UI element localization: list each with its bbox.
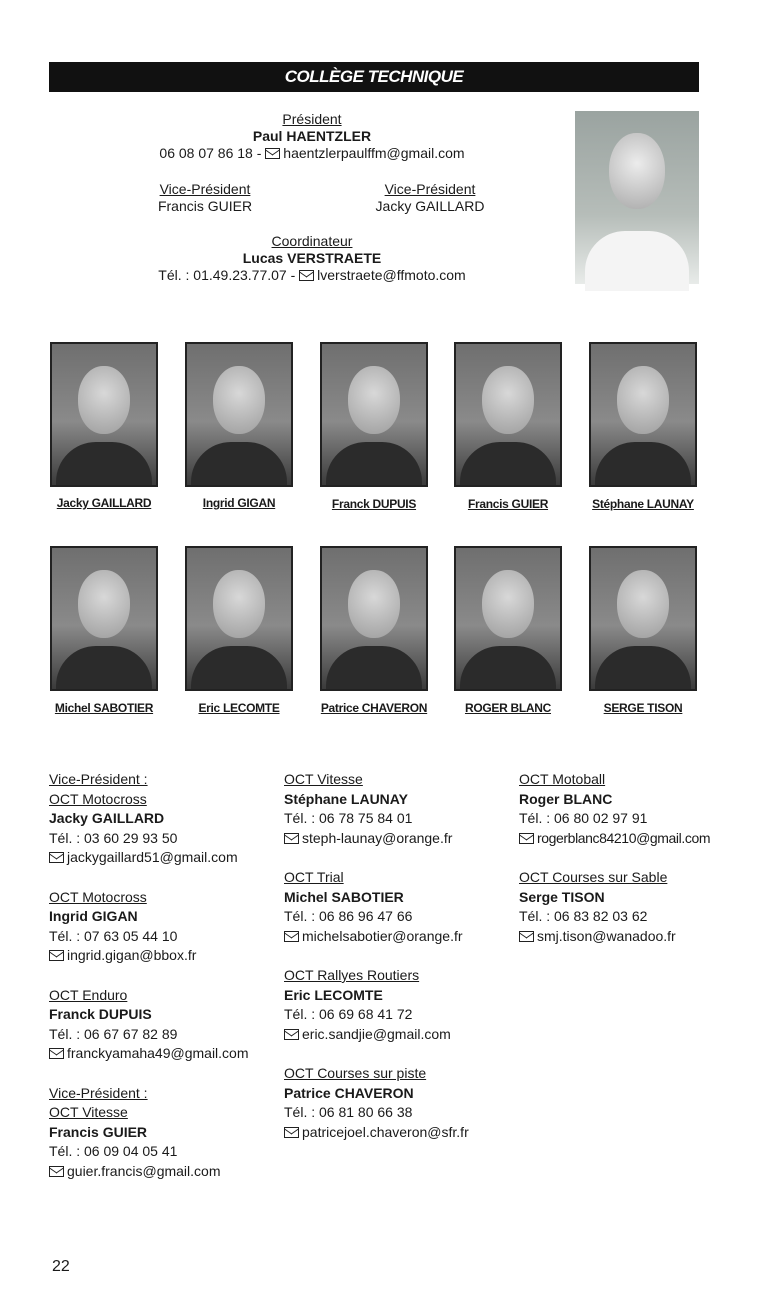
contact-email[interactable]: patricejoel.chaveron@sfr.fr — [302, 1123, 469, 1140]
contact-email[interactable]: michelsabotier@orange.fr — [302, 927, 463, 944]
contact-entry — [284, 868, 514, 946]
contact-email[interactable]: rogerblanc84210@gmail.com — [537, 829, 711, 846]
contact-email[interactable]: smj.tison@wanadoo.fr — [537, 927, 676, 944]
vice-president-right — [345, 181, 515, 215]
contact-name: Patrice CHAVERON — [284, 1084, 414, 1101]
contact-entry — [519, 770, 769, 848]
envelope-icon — [284, 931, 299, 942]
envelope-icon — [284, 1127, 299, 1138]
contact-role: OCT Motoball — [519, 771, 606, 787]
coordinator-name: Lucas VERSTRAETE — [242, 250, 382, 266]
coordinator-block — [130, 233, 494, 284]
member-caption: Eric LECOMTE — [198, 701, 280, 715]
president-photo — [575, 111, 699, 284]
contact-phone: Tél. : 06 09 04 05 41 — [49, 1143, 178, 1160]
contact-email[interactable]: franckyamaha49@gmail.com — [67, 1045, 249, 1062]
contact-role: OCT Courses sur piste — [284, 1064, 427, 1081]
member-photo — [589, 546, 697, 691]
contact-entry — [284, 1064, 514, 1142]
member-caption: Jacky GAILLARD — [56, 496, 152, 510]
coordinator-phone: Tél. : 01.49.23.77.07 - — [158, 267, 300, 283]
contact-role: OCT Enduro — [49, 986, 128, 1003]
coordinator-email[interactable]: lverstraete@ffmoto.com — [317, 267, 466, 283]
section-banner: COLLÈGE TECHNIQUE — [49, 62, 699, 92]
envelope-icon — [284, 1029, 299, 1040]
envelope-icon — [49, 950, 64, 961]
member-photo — [589, 342, 697, 487]
envelope-icon — [519, 833, 534, 844]
contact-name: Michel SABOTIER — [284, 888, 404, 905]
member-photo — [320, 546, 428, 691]
contact-phone: Tél. : 06 83 82 03 62 — [519, 908, 648, 925]
contact-role-prefix: Vice-Président : — [49, 771, 148, 787]
envelope-icon — [49, 1048, 64, 1059]
member-caption: Franck DUPUIS — [331, 497, 417, 511]
president-phone: 06 08 07 86 18 - — [159, 145, 266, 161]
coordinator-contact — [130, 267, 494, 284]
contact-email[interactable]: guier.francis@gmail.com — [67, 1162, 221, 1179]
contact-entry — [49, 986, 279, 1064]
president-name: Paul HAENTZLER — [252, 128, 372, 144]
contact-entry — [49, 770, 279, 868]
envelope-icon — [284, 833, 299, 844]
contact-entry — [284, 770, 514, 848]
president-email[interactable]: haentzlerpaulffm@gmail.com — [283, 145, 465, 161]
envelope-icon — [49, 1166, 64, 1177]
contact-phone: Tél. : 06 86 96 47 66 — [284, 908, 413, 925]
coordinator-role: Coordinateur — [271, 233, 353, 249]
contact-phone: Tél. : 06 67 67 82 89 — [49, 1025, 178, 1042]
envelope-icon — [299, 270, 314, 281]
member-photo — [454, 342, 562, 487]
contact-phone: Tél. : 06 69 68 41 72 — [284, 1006, 413, 1023]
contact-email[interactable]: eric.sandjie@gmail.com — [302, 1025, 451, 1042]
contact-role: OCT Motocross — [49, 888, 147, 905]
contact-entry — [284, 966, 514, 1044]
contact-phone: Tél. : 06 80 02 97 91 — [519, 810, 648, 827]
member-photo — [320, 342, 428, 487]
member-photo — [185, 342, 293, 487]
envelope-icon — [49, 852, 64, 863]
member-photo — [185, 546, 293, 691]
contact-name: Serge TISON — [519, 888, 605, 905]
envelope-icon — [265, 148, 280, 159]
contact-role: OCT Vitesse — [284, 771, 363, 787]
member-photo — [50, 342, 158, 487]
page-number: 22 — [52, 1258, 70, 1275]
president-contact — [150, 145, 474, 162]
contact-email[interactable]: ingrid.gigan@bbox.fr — [67, 947, 197, 964]
contact-email[interactable]: jackygaillard51@gmail.com — [67, 849, 238, 866]
contact-name: Franck DUPUIS — [49, 1006, 152, 1023]
contact-name: Eric LECOMTE — [284, 986, 383, 1003]
contact-entry — [49, 1084, 279, 1182]
vice-president-role: Vice-Président — [159, 181, 251, 197]
contact-role: OCT Trial — [284, 868, 344, 885]
contact-phone: Tél. : 06 78 75 84 01 — [284, 810, 413, 827]
contact-entry — [519, 868, 769, 946]
contact-role: OCT Rallyes Routiers — [284, 966, 420, 983]
member-photo — [50, 546, 158, 691]
contact-name: Ingrid GIGAN — [49, 908, 138, 925]
contact-name: Francis GUIER — [49, 1123, 148, 1140]
vice-president-role: Vice-Président — [384, 181, 476, 197]
contact-name: Jacky GAILLARD — [49, 810, 165, 827]
contact-role: OCT Vitesse — [49, 1104, 128, 1121]
member-caption: SERGE TISON — [603, 701, 683, 715]
contact-phone: Tél. : 03 60 29 93 50 — [49, 829, 178, 846]
president-block — [150, 111, 474, 162]
member-caption: Ingrid GIGAN — [202, 496, 276, 510]
contact-role: OCT Motocross — [49, 790, 147, 807]
member-caption: Stéphane LAUNAY — [592, 497, 694, 511]
contact-name: Roger BLANC — [519, 790, 613, 807]
contacts-column-2 — [284, 770, 514, 1162]
contact-role-prefix: Vice-Président : — [49, 1084, 148, 1101]
contact-email[interactable]: steph-launay@orange.fr — [302, 829, 453, 846]
vice-president-left — [120, 181, 290, 215]
member-caption: ROGER BLANC — [464, 701, 552, 715]
president-role: Président — [282, 111, 342, 127]
vice-president-name: Jacky GAILLARD — [375, 198, 485, 214]
contacts-column-3 — [519, 770, 769, 966]
member-caption: Michel SABOTIER — [54, 701, 154, 715]
member-photo — [454, 546, 562, 691]
member-caption: Francis GUIER — [467, 497, 549, 511]
contact-name: Stéphane LAUNAY — [284, 790, 408, 807]
contact-phone: Tél. : 07 63 05 44 10 — [49, 927, 178, 944]
contacts-column-1 — [49, 770, 279, 1201]
vice-president-name: Francis GUIER — [157, 198, 253, 214]
contact-entry — [49, 888, 279, 966]
envelope-icon — [519, 931, 534, 942]
member-caption: Patrice CHAVERON — [320, 701, 428, 715]
contact-role: OCT Courses sur Sable — [519, 868, 668, 885]
contact-phone: Tél. : 06 81 80 66 38 — [284, 1104, 413, 1121]
